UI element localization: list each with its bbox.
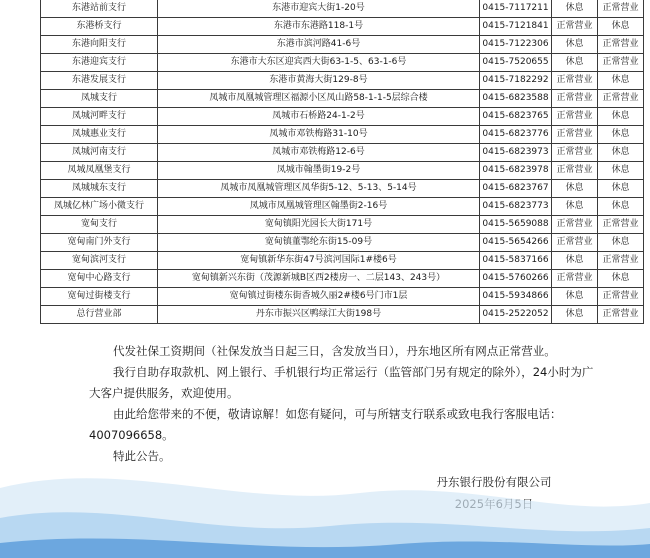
branch-table-body [41,0,644,324]
branch-address-cell: 丹东市振兴区鸭绿江大街198号 [158,306,480,324]
table-row [41,54,644,72]
saturday-hours-cell: 正常营业 [552,18,598,36]
branch-name-cell: 凤城河南支行 [41,144,158,162]
branch-phone-cell: 0415-5760266 [480,270,552,288]
branch-address-cell: 东港市滨河路41-6号 [158,36,480,54]
branch-address-cell: 宽甸镇过街楼东街香城久丽2#楼6号门市1层 [158,288,480,306]
decorative-wave-footer [0,448,650,558]
branch-name-cell: 东港站前支行 [41,0,158,18]
saturday-hours-cell: 正常营业 [552,108,598,126]
branch-name-cell: 凤城惠业支行 [41,126,158,144]
sunday-hours-cell: 休息 [598,126,644,144]
sunday-hours-cell: 休息 [598,198,644,216]
sunday-hours-cell: 正常营业 [598,90,644,108]
saturday-hours-cell: 正常营业 [552,234,598,252]
branch-name-cell: 东港迎宾支行 [41,54,158,72]
branch-name-cell: 总行营业部 [41,306,158,324]
sunday-hours-cell: 正常营业 [598,0,644,18]
table-row [41,252,644,270]
branch-name-cell: 东港向阳支行 [41,36,158,54]
table-row [41,216,644,234]
table-row [41,162,644,180]
branch-phone-cell: 0415-6823588 [480,90,552,108]
saturday-hours-cell: 休息 [552,306,598,324]
table-row [41,72,644,90]
saturday-hours-cell: 休息 [552,36,598,54]
branch-name-cell: 宽甸滨河支行 [41,252,158,270]
sunday-hours-cell: 休息 [598,18,644,36]
saturday-hours-cell: 休息 [552,180,598,198]
branch-address-cell: 凤城市石桥路24-1-2号 [158,108,480,126]
branch-phone-cell: 0415-6823978 [480,162,552,180]
notice-paragraph-3: 由此给您带来的不便，敬请谅解！如您有疑问，可与所辖支行联系或致电我行客服电话：4007096658。 [89,407,562,442]
saturday-hours-cell: 正常营业 [552,144,598,162]
branch-name-cell: 宽甸中心路支行 [41,270,158,288]
table-row [41,0,644,18]
saturday-hours-cell: 休息 [552,198,598,216]
branch-name-cell: 宽甸南门外支行 [41,234,158,252]
sunday-hours-cell: 休息 [598,234,644,252]
saturday-hours-cell: 正常营业 [552,90,598,108]
table-row [41,18,644,36]
branch-address-cell: 东港市东港路118-1号 [158,18,480,36]
branch-name-cell: 凤城城东支行 [41,180,158,198]
branch-phone-cell: 0415-5654266 [480,234,552,252]
saturday-hours-cell: 正常营业 [552,270,598,288]
branch-address-cell: 东港市大东区迎宾西大街63-1-5、63-1-6号 [158,54,480,72]
branch-name-cell: 东港发展支行 [41,72,158,90]
table-row [41,288,644,306]
sunday-hours-cell: 正常营业 [598,216,644,234]
table-row [41,180,644,198]
sunday-hours-cell: 休息 [598,162,644,180]
table-row [41,234,644,252]
branch-address-cell: 宽甸镇阳光园长大街171号 [158,216,480,234]
saturday-hours-cell: 休息 [552,54,598,72]
branch-name-cell: 凤城支行 [41,90,158,108]
saturday-hours-cell: 正常营业 [552,216,598,234]
branch-address-cell: 凤城市邓铁梅路31-10号 [158,126,480,144]
branch-address-cell: 凤城市凤凰城管理区凤华街5-12、5-13、5-14号 [158,180,480,198]
saturday-hours-cell: 休息 [552,288,598,306]
branch-address-cell: 宽甸镇董鄂纶东街15-09号 [158,234,480,252]
table-row [41,90,644,108]
sunday-hours-cell: 休息 [598,180,644,198]
branch-phone-cell: 0415-7520655 [480,54,552,72]
branch-name-cell: 凤城河畔支行 [41,108,158,126]
sunday-hours-cell: 正常营业 [598,288,644,306]
signature-company: 丹东银行股份有限公司 [436,475,552,489]
sunday-hours-cell: 休息 [598,72,644,90]
table-row [41,126,644,144]
saturday-hours-cell: 正常营业 [552,162,598,180]
branch-address-cell: 东港市迎宾大街1-20号 [158,0,480,18]
table-row [41,108,644,126]
branch-phone-cell: 0415-6823765 [480,108,552,126]
branch-phone-cell: 0415-7122306 [480,36,552,54]
sunday-hours-cell: 正常营业 [598,252,644,270]
branch-phone-cell: 0415-2522052 [480,306,552,324]
sunday-hours-cell: 正常营业 [598,306,644,324]
branch-address-cell: 凤城市邓铁梅路12-6号 [158,144,480,162]
branch-phone-cell: 0415-5934866 [480,288,552,306]
branch-address-cell: 东港市黄海大街129-8号 [158,72,480,90]
branch-phone-cell: 0415-7121841 [480,18,552,36]
branch-phone-cell: 0415-5659088 [480,216,552,234]
branch-phone-cell: 0415-7117211 [480,0,552,18]
table-row [41,306,644,324]
saturday-hours-cell: 休息 [552,0,598,18]
branch-address-cell: 宽甸镇新华东街47号滨河国际1#楼6号 [158,252,480,270]
table-row [41,270,644,288]
branch-phone-cell: 0415-6823973 [480,144,552,162]
branch-name-cell: 宽甸支行 [41,216,158,234]
sunday-hours-cell: 休息 [598,108,644,126]
table-row [41,36,644,54]
branch-name-cell: 东港桥支行 [41,18,158,36]
branch-phone-cell: 0415-6823773 [480,198,552,216]
branch-hours-table [40,0,644,324]
saturday-hours-cell: 正常营业 [552,72,598,90]
branch-phone-cell: 0415-5837166 [480,252,552,270]
sunday-hours-cell: 正常营业 [598,36,644,54]
branch-table-container [40,0,639,324]
branch-address-cell: 宽甸镇新兴东街（茂源新城B区西2楼房一、二层143、243号） [158,270,480,288]
sunday-hours-cell: 休息 [598,270,644,288]
notice-paragraph-2: 我行自助存取款机、网上银行、手机银行均正常运行（监管部门另有规定的除外），24小时为广大客户提供服务，欢迎使用。 [89,365,594,400]
branch-phone-cell: 0415-6823776 [480,126,552,144]
notice-paragraph-1: 代发社保工资期间（社保发放当日起三日，含发放当日），丹东地区所有网点正常营业。 [113,344,556,358]
sunday-hours-cell: 正常营业 [598,54,644,72]
table-row [41,198,644,216]
branch-name-cell: 凤城凤凰堡支行 [41,162,158,180]
branch-address-cell: 凤城市翰墨街19-2号 [158,162,480,180]
saturday-hours-cell: 正常营业 [552,126,598,144]
sunday-hours-cell: 休息 [598,144,644,162]
branch-name-cell: 凤城亿林广场小微支行 [41,198,158,216]
branch-address-cell: 凤城市凤凰城管理区翰墨街2-16号 [158,198,480,216]
saturday-hours-cell: 休息 [552,252,598,270]
table-row [41,144,644,162]
branch-phone-cell: 0415-6823767 [480,180,552,198]
notice-paragraph-4: 特此公告。 [113,449,171,463]
branch-name-cell: 宽甸过街楼支行 [41,288,158,306]
branch-address-cell: 凤城市凤凰城管理区福源小区凤山路58-1-1-5层综合楼 [158,90,480,108]
branch-phone-cell: 0415-7182292 [480,72,552,90]
